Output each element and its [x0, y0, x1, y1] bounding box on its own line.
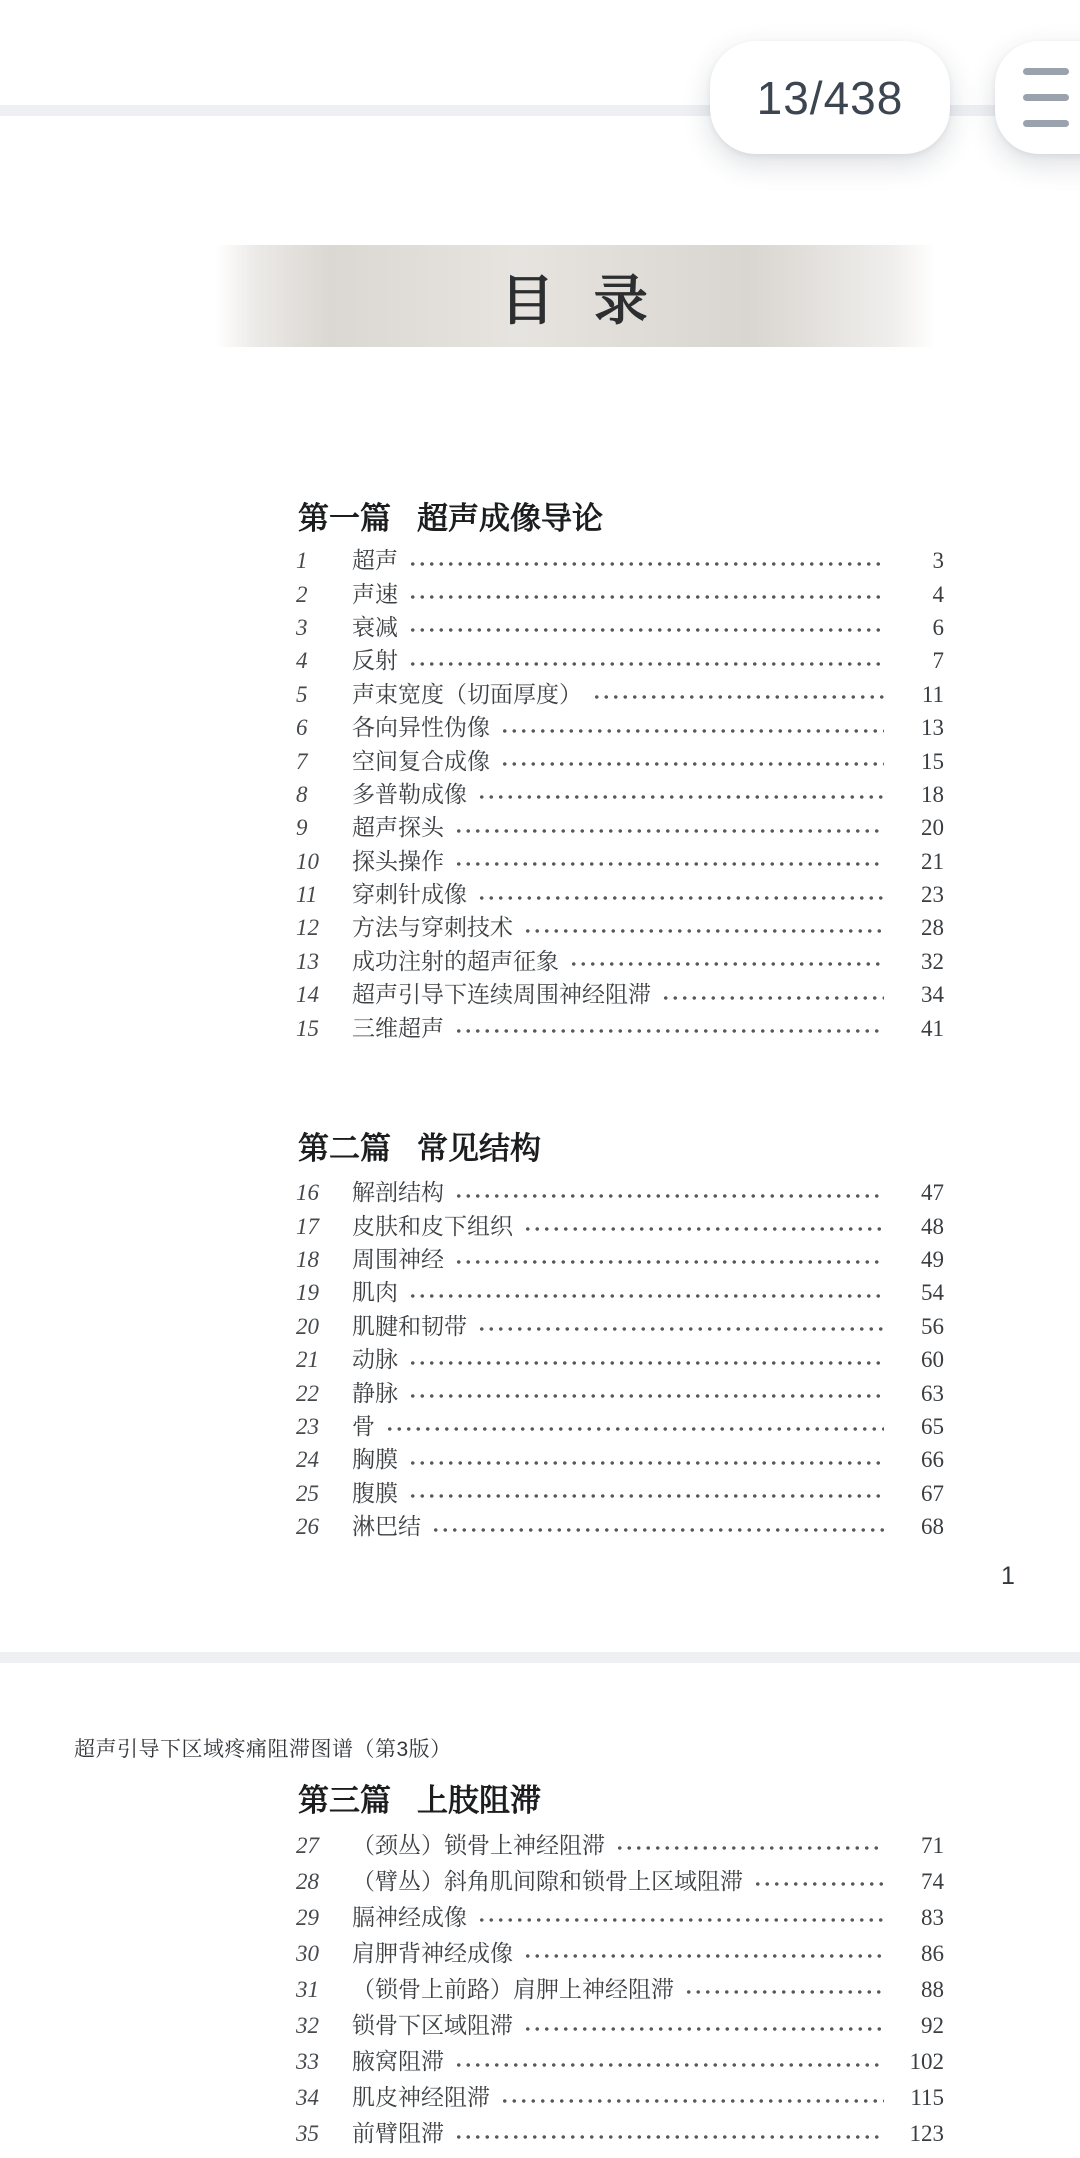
toc-entry-number: 25	[296, 1480, 319, 1506]
toc-entry-row	[296, 811, 944, 844]
toc-entry-page: 68	[921, 1514, 944, 1540]
dot-leader	[523, 2025, 884, 2033]
toc-entry-title: 反射	[352, 648, 398, 674]
toc-entry-row	[296, 2116, 944, 2152]
toc-entry-title: 方法与穿刺技术	[352, 915, 513, 941]
toc-entry-number: 26	[296, 1514, 319, 1540]
running-header: 超声引导下区域疼痛阻滞图谱（第3版）	[74, 1738, 452, 1761]
toc-entry-title: 腹膜	[352, 1480, 398, 1506]
toc-entry-row	[296, 1209, 944, 1242]
toc-entry-title: 肌肉	[352, 1280, 398, 1306]
toc-entry-number: 14	[296, 982, 319, 1008]
toc-entry-title: 皮肤和皮下组织	[352, 1213, 513, 1239]
toc-entry-title: 动脉	[352, 1347, 398, 1373]
toc-entry-title: 肩胛背神经成像	[352, 1940, 513, 1966]
toc-entry-page: 23	[921, 882, 944, 908]
toc-entry-row	[296, 1176, 944, 1209]
toc-entry-page: 48	[921, 1213, 944, 1239]
toc-entry-number: 30	[296, 1940, 319, 1966]
toc-entry-title: 超声引导下连续周围神经阻滞	[352, 982, 651, 1008]
toc-entry-number: 17	[296, 1213, 319, 1239]
toc-entry-row	[296, 1343, 944, 1376]
toc-entry-page: 11	[921, 681, 944, 707]
toc-entry-number: 34	[296, 2085, 319, 2111]
toc-entry-number: 9	[296, 815, 308, 841]
dot-leader	[500, 727, 884, 735]
toc-entry-number: 1	[296, 548, 308, 574]
dot-leader	[408, 1492, 884, 1500]
toc-entry-row	[296, 744, 944, 777]
toc-entry-row	[296, 1971, 944, 2007]
toc-entry-number: 6	[296, 715, 308, 741]
toc-entry-row	[296, 711, 944, 744]
toc-entry-number: 27	[296, 1832, 319, 1858]
toc-entry-title: 探头操作	[352, 848, 444, 874]
toc-entry-title: 穿刺针成像	[352, 882, 467, 908]
toc-entry-title: 各向异性伪像	[352, 715, 490, 741]
toc-entry-number: 11	[296, 882, 318, 908]
dot-leader	[753, 1880, 884, 1888]
toc-entry-number: 24	[296, 1447, 319, 1473]
dot-leader	[454, 2133, 884, 2141]
toc-entry-row	[296, 1935, 944, 1971]
toc-entry-title: 胸膜	[352, 1447, 398, 1473]
toc-entry-page: 6	[932, 614, 944, 640]
toc-entry-title: （颈丛）锁骨上神经阻滞	[352, 1832, 605, 1858]
dot-leader	[500, 2097, 884, 2105]
dot-leader	[408, 1459, 884, 1467]
toc-entry-title: 衰减	[352, 614, 398, 640]
toc-entry-row	[296, 678, 944, 711]
toc-entry-number: 2	[296, 581, 308, 607]
dot-leader	[408, 660, 884, 668]
toc-entry-page: 67	[921, 1480, 944, 1506]
toc-entry-page: 66	[921, 1447, 944, 1473]
dot-leader	[454, 827, 884, 835]
hamburger-icon	[1023, 68, 1069, 127]
dot-leader	[569, 960, 884, 968]
dot-leader	[477, 894, 884, 902]
toc-entry-number: 31	[296, 1976, 319, 2002]
toc-entry-row	[296, 2080, 944, 2116]
toc-entry-page: 63	[921, 1380, 944, 1406]
toc-entry-title: 骨	[352, 1413, 375, 1439]
toc-entry-number: 35	[296, 2121, 319, 2147]
toc-entry-page: 60	[921, 1347, 944, 1373]
toc-entry-number: 18	[296, 1246, 319, 1272]
toc-entry-page: 32	[921, 948, 944, 974]
toc-entry-number: 12	[296, 915, 319, 941]
section-label: 第一篇	[298, 501, 391, 536]
toc-entry-number: 19	[296, 1280, 319, 1306]
toc-entry-title: 三维超声	[352, 1015, 444, 1041]
section-label: 第二篇	[298, 1131, 391, 1166]
hamburger-bar	[1023, 94, 1069, 101]
section-heading-3	[298, 1782, 541, 1819]
toc-entry-page: 34	[921, 982, 944, 1008]
toc-entry-page: 102	[909, 2049, 944, 2075]
toc-entry-number: 8	[296, 781, 308, 807]
dot-leader	[408, 626, 884, 634]
toc-entry-row	[296, 577, 944, 610]
toc-entry-number: 23	[296, 1413, 319, 1439]
toc-entry-page: 71	[921, 1832, 944, 1858]
toc-entry-page: 7	[932, 648, 944, 674]
toc-entry-row	[296, 778, 944, 811]
toc-entry-page: 88	[921, 1976, 944, 2002]
toc-entry-number: 10	[296, 848, 319, 874]
dot-leader	[523, 927, 884, 935]
dot-leader	[477, 793, 884, 801]
toc-entry-number: 3	[296, 614, 308, 640]
toc-entry-title: 多普勒成像	[352, 781, 467, 807]
toc-entry-page: 65	[921, 1413, 944, 1439]
toc-entry-number: 13	[296, 948, 319, 974]
dot-leader	[684, 1988, 884, 1996]
toc-entry-row	[296, 1477, 944, 1510]
dot-leader	[431, 1526, 884, 1534]
toc-entry-page: 54	[921, 1280, 944, 1306]
toc-entry-number: 16	[296, 1180, 319, 1206]
toc-entry-row	[296, 1310, 944, 1343]
toc-entry-row	[296, 644, 944, 677]
toc-entry-list-3	[296, 1827, 944, 2152]
dot-leader	[408, 560, 884, 568]
toc-entry-number: 33	[296, 2049, 319, 2075]
toc-entry-row	[296, 878, 944, 911]
toc-entry-row	[296, 1243, 944, 1276]
section-title: 超声成像导论	[417, 501, 603, 536]
section-title: 常见结构	[417, 1131, 541, 1166]
dot-leader	[500, 760, 884, 768]
toc-entry-list-1	[296, 544, 944, 1045]
toc-entry-page: 86	[921, 1940, 944, 1966]
toc-entry-title: 空间复合成像	[352, 748, 490, 774]
toc-entry-number: 4	[296, 648, 308, 674]
toc-entry-title: 膈神经成像	[352, 1904, 467, 1930]
toc-title: 目 录	[500, 270, 650, 331]
section-title: 上肢阻滞	[417, 1783, 541, 1818]
toc-entry-page: 83	[921, 1904, 944, 1930]
toc-entry-row	[296, 1863, 944, 1899]
toc-entry-title: 解剖结构	[352, 1180, 444, 1206]
toc-entry-row	[296, 2007, 944, 2043]
toc-entry-title: 周围神经	[352, 1246, 444, 1272]
section-label: 第三篇	[298, 1783, 391, 1818]
toc-entry-page: 41	[921, 1015, 944, 1041]
toc-entry-row	[296, 978, 944, 1011]
toc-title-band	[215, 245, 935, 347]
toc-entry-title: 超声	[352, 548, 398, 574]
toc-entry-row	[296, 1510, 944, 1543]
toc-entry-title: 静脉	[352, 1380, 398, 1406]
toc-entry-number: 22	[296, 1380, 319, 1406]
toc-entry-page: 15	[921, 748, 944, 774]
toc-entry-page: 47	[921, 1180, 944, 1206]
toc-entry-row	[296, 1376, 944, 1409]
hamburger-bar	[1023, 120, 1069, 127]
hamburger-bar	[1023, 68, 1069, 75]
toc-entry-row	[296, 611, 944, 644]
toc-entry-row	[296, 1410, 944, 1443]
dot-leader	[408, 1359, 884, 1367]
toc-entry-page: 3	[932, 548, 944, 574]
toc-entry-page: 115	[910, 2085, 944, 2111]
toc-entry-title: 淋巴结	[352, 1514, 421, 1540]
toc-entry-page: 56	[921, 1313, 944, 1339]
dot-leader	[454, 1258, 884, 1266]
dot-leader	[523, 1952, 884, 1960]
dot-leader	[615, 1844, 884, 1852]
dot-leader	[408, 1392, 884, 1400]
toc-entry-row	[296, 544, 944, 577]
toc-entry-number: 7	[296, 748, 308, 774]
dot-leader	[408, 593, 884, 601]
dot-leader	[454, 1027, 884, 1035]
toc-entry-title: 锁骨下区域阻滞	[352, 2013, 513, 2039]
toc-entry-title: 声速	[352, 581, 398, 607]
toc-entry-row	[296, 2044, 944, 2080]
section-heading-1	[298, 500, 603, 537]
toc-entry-row	[296, 845, 944, 878]
menu-button[interactable]	[995, 41, 1080, 154]
toc-entry-row	[296, 911, 944, 944]
dot-leader	[454, 860, 884, 868]
toc-entry-title: 前臂阻滞	[352, 2121, 444, 2147]
toc-entry-page: 92	[921, 2013, 944, 2039]
toc-entry-number: 28	[296, 1868, 319, 1894]
toc-entry-row	[296, 1899, 944, 1935]
page-separator-mid	[0, 1652, 1080, 1663]
toc-entry-page: 20	[921, 815, 944, 841]
toc-entry-page: 13	[921, 715, 944, 741]
toc-entry-number: 15	[296, 1015, 319, 1041]
toc-entry-page: 28	[921, 915, 944, 941]
toc-entry-row	[296, 1827, 944, 1863]
toc-entry-number: 21	[296, 1347, 319, 1373]
page-indicator-pill[interactable]	[710, 41, 950, 154]
toc-entry-title: 成功注射的超声征象	[352, 948, 559, 974]
toc-entry-title: （锁骨上前路）肩胛上神经阻滞	[352, 1976, 674, 2002]
section-heading-2	[298, 1130, 541, 1167]
dot-leader	[477, 1325, 884, 1333]
dot-leader	[477, 1916, 884, 1924]
dot-leader	[592, 693, 884, 701]
dot-leader	[661, 994, 884, 1002]
toc-entry-title: 超声探头	[352, 815, 444, 841]
toc-entry-title: （臂丛）斜角肌间隙和锁骨上区域阻滞	[352, 1868, 743, 1894]
dot-leader	[454, 2061, 884, 2069]
dot-leader	[385, 1425, 884, 1433]
toc-entry-row	[296, 1443, 944, 1476]
toc-entry-title: 声束宽度（切面厚度）	[352, 681, 582, 707]
dot-leader	[408, 1292, 884, 1300]
dot-leader	[454, 1192, 884, 1200]
toc-entry-page: 18	[921, 781, 944, 807]
toc-entry-title: 腋窝阻滞	[352, 2049, 444, 2075]
dot-leader	[523, 1225, 884, 1233]
toc-entry-page: 21	[921, 848, 944, 874]
toc-entry-list-2	[296, 1176, 944, 1543]
toc-entry-number: 29	[296, 1904, 319, 1930]
toc-entry-row	[296, 1276, 944, 1309]
toc-entry-page: 49	[921, 1246, 944, 1272]
toc-entry-title: 肌皮神经阻滞	[352, 2085, 490, 2111]
toc-entry-page: 123	[909, 2121, 944, 2147]
toc-entry-page: 74	[921, 1868, 944, 1894]
toc-entry-number: 32	[296, 2013, 319, 2039]
page-indicator-label: 13/438	[756, 71, 904, 124]
toc-entry-number: 20	[296, 1313, 319, 1339]
toc-entry-page: 4	[932, 581, 944, 607]
toc-entry-title: 肌腱和韧带	[352, 1313, 467, 1339]
toc-entry-row	[296, 1011, 944, 1044]
page-number-footer: 1	[1001, 1562, 1015, 1590]
toc-entry-number: 5	[296, 681, 308, 707]
toc-entry-row	[296, 945, 944, 978]
